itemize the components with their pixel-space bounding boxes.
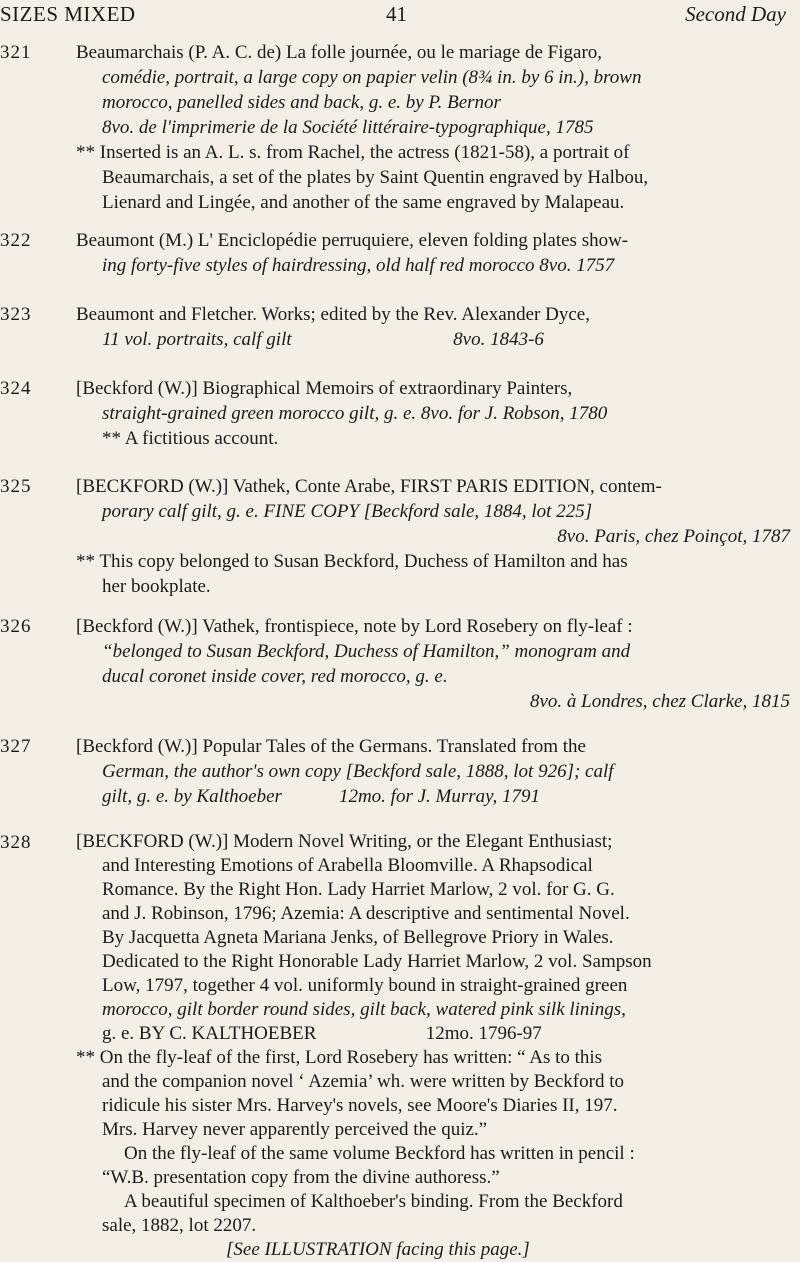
- lot-note: A beautiful specimen of Kalthoeber's binding. From the Beckford: [124, 1191, 623, 1212]
- lot-number: 324: [0, 378, 32, 399]
- lot-line: morocco, panelled sides and back, g. e. by P. Bernor: [102, 92, 501, 113]
- lot-line: gilt, g. e. by Kalthoeber 12mo. for J. Murray, 1791: [102, 786, 541, 807]
- lot-description: [76, 228, 790, 278]
- lot-line: 8vo. Paris, chez Poinçot, 1787: [557, 526, 790, 547]
- lot-description: [76, 614, 790, 714]
- lot-line: Low, 1797, together 4 vol. uniformly bound in straight-grained green: [102, 975, 628, 996]
- lot-description: [76, 734, 790, 809]
- lot-description: [76, 474, 790, 599]
- lot-line: and J. Robinson, 1796; Azemia: A descriptive and sentimental Novel.: [102, 903, 630, 924]
- lot-description: [76, 830, 790, 1262]
- lot-line: Dedicated to the Right Honorable Lady Harriet Marlow, 2 vol. Sampson: [102, 951, 652, 972]
- lot-line: Beaumont (M.) L' Enciclopédie perruquiere, eleven folding plates show-: [76, 230, 629, 251]
- lot-description: [76, 376, 790, 451]
- lot-line: straight-grained green morocco gilt, g. e. 8vo. for J. Robson, 1780: [102, 403, 608, 424]
- lot-line: Beaumont and Fletcher. Works; edited by the Rev. Alexander Dyce,: [76, 304, 590, 325]
- lot-description: [76, 40, 790, 215]
- lot-line: [Beckford (W.)] Vathek, frontispiece, note by Lord Rosebery on fly-leaf :: [76, 616, 633, 637]
- lot-line: [Beckford (W.)] Popular Tales of the Germans. Translated from the: [76, 736, 586, 757]
- lot-line: comédie, portrait, a large copy on papier velin (8¾ in. by 6 in.), brown: [102, 67, 642, 88]
- lot-line: German, the author's own copy [Beckford sale, 1888, lot 926]; calf: [102, 761, 614, 782]
- lot-description: [76, 302, 790, 352]
- lot-line: “belonged to Susan Beckford, Duchess of Hamilton,” monogram and: [102, 641, 631, 662]
- lot-note: ** On the fly-leaf of the first, Lord Rosebery has written: “ As to this: [76, 1047, 603, 1068]
- page-header: [0, 2, 800, 32]
- lot-note: Lienard and Lingée, and another of the same engraved by Malapeau.: [102, 192, 625, 213]
- lot-line: 8vo. de l'imprimerie de la Société littéraire-typographique, 1785: [102, 117, 594, 138]
- lot-note: “W.B. presentation copy from the divine authoress.”: [102, 1167, 500, 1188]
- lot-line: porary calf gilt, g. e. FINE COPY [Beckford sale, 1884, lot 225]: [102, 501, 593, 522]
- running-head-right: Second Day: [685, 2, 786, 26]
- page-number: 41: [386, 2, 407, 26]
- lot-note: her bookplate.: [102, 576, 211, 597]
- lot-number: 328: [0, 832, 32, 853]
- lot-note: ** A fictitious account.: [102, 428, 279, 449]
- running-head-left: SIZES MIXED: [0, 2, 136, 26]
- lot-line: morocco, gilt border round sides, gilt back, watered pink silk linings,: [102, 999, 626, 1020]
- lot-number: 323: [0, 304, 32, 325]
- lot-line: [Beckford (W.)] Biographical Memoirs of extraordinary Painters,: [76, 378, 573, 399]
- lot-number: 326: [0, 616, 32, 637]
- lot-note: Beaumarchais, a set of the plates by Saint Quentin engraved by Halbou,: [102, 167, 649, 188]
- lot-line: Beaumarchais (P. A. C. de) La folle journée, ou le mariage de Figaro,: [76, 42, 603, 63]
- lot-line: 11 vol. portraits, calf gilt 8vo. 1843-6: [102, 329, 544, 350]
- lot-note: ridicule his sister Mrs. Harvey's novels, see Moore's Diaries II, 197.: [102, 1095, 618, 1116]
- lot-line: and Interesting Emotions of Arabella Bloomville. A Rhapsodical: [102, 855, 593, 876]
- lot-line: [BECKFORD (W.)] Modern Novel Writing, or the Elegant Enthusiast;: [76, 831, 613, 852]
- lot-number: 322: [0, 230, 32, 251]
- lot-note: ** Inserted is an A. L. s. from Rachel, the actress (1821-58), a portrait of: [76, 142, 630, 163]
- lot-line: 8vo. à Londres, chez Clarke, 1815: [530, 691, 790, 712]
- lot-number: 321: [0, 42, 32, 63]
- illustration-reference: [See ILLUSTRATION facing this page.]: [226, 1239, 530, 1260]
- lot-number: 325: [0, 476, 32, 497]
- lot-line: ducal coronet inside cover, red morocco, g. e.: [102, 666, 448, 687]
- lot-line: ing forty-five styles of hairdressing, old half red morocco 8vo. 1757: [102, 255, 615, 276]
- lot-note: Mrs. Harvey never apparently perceived the quiz.”: [102, 1119, 488, 1140]
- lot-line: By Jacquetta Agneta Mariana Jenks, of Bellegrove Priory in Wales.: [102, 927, 614, 948]
- lot-line: Romance. By the Right Hon. Lady Harriet Marlow, 2 vol. for G. G.: [102, 879, 615, 900]
- lot-note: On the fly-leaf of the same volume Beckford has written in pencil :: [124, 1143, 635, 1164]
- lot-number: 327: [0, 736, 32, 757]
- lot-note: and the companion novel ‘ Azemia’ wh. were written by Beckford to: [102, 1071, 624, 1092]
- lot-note: ** This copy belonged to Susan Beckford, Duchess of Hamilton and has: [76, 551, 628, 572]
- lot-note: sale, 1882, lot 2207.: [102, 1215, 257, 1236]
- lot-line: g. e. BY C. KALTHOEBER 12mo. 1796-97: [102, 1023, 542, 1044]
- lot-line: [BECKFORD (W.)] Vathek, Conte Arabe, FIRST PARIS EDITION, contem-: [76, 476, 662, 497]
